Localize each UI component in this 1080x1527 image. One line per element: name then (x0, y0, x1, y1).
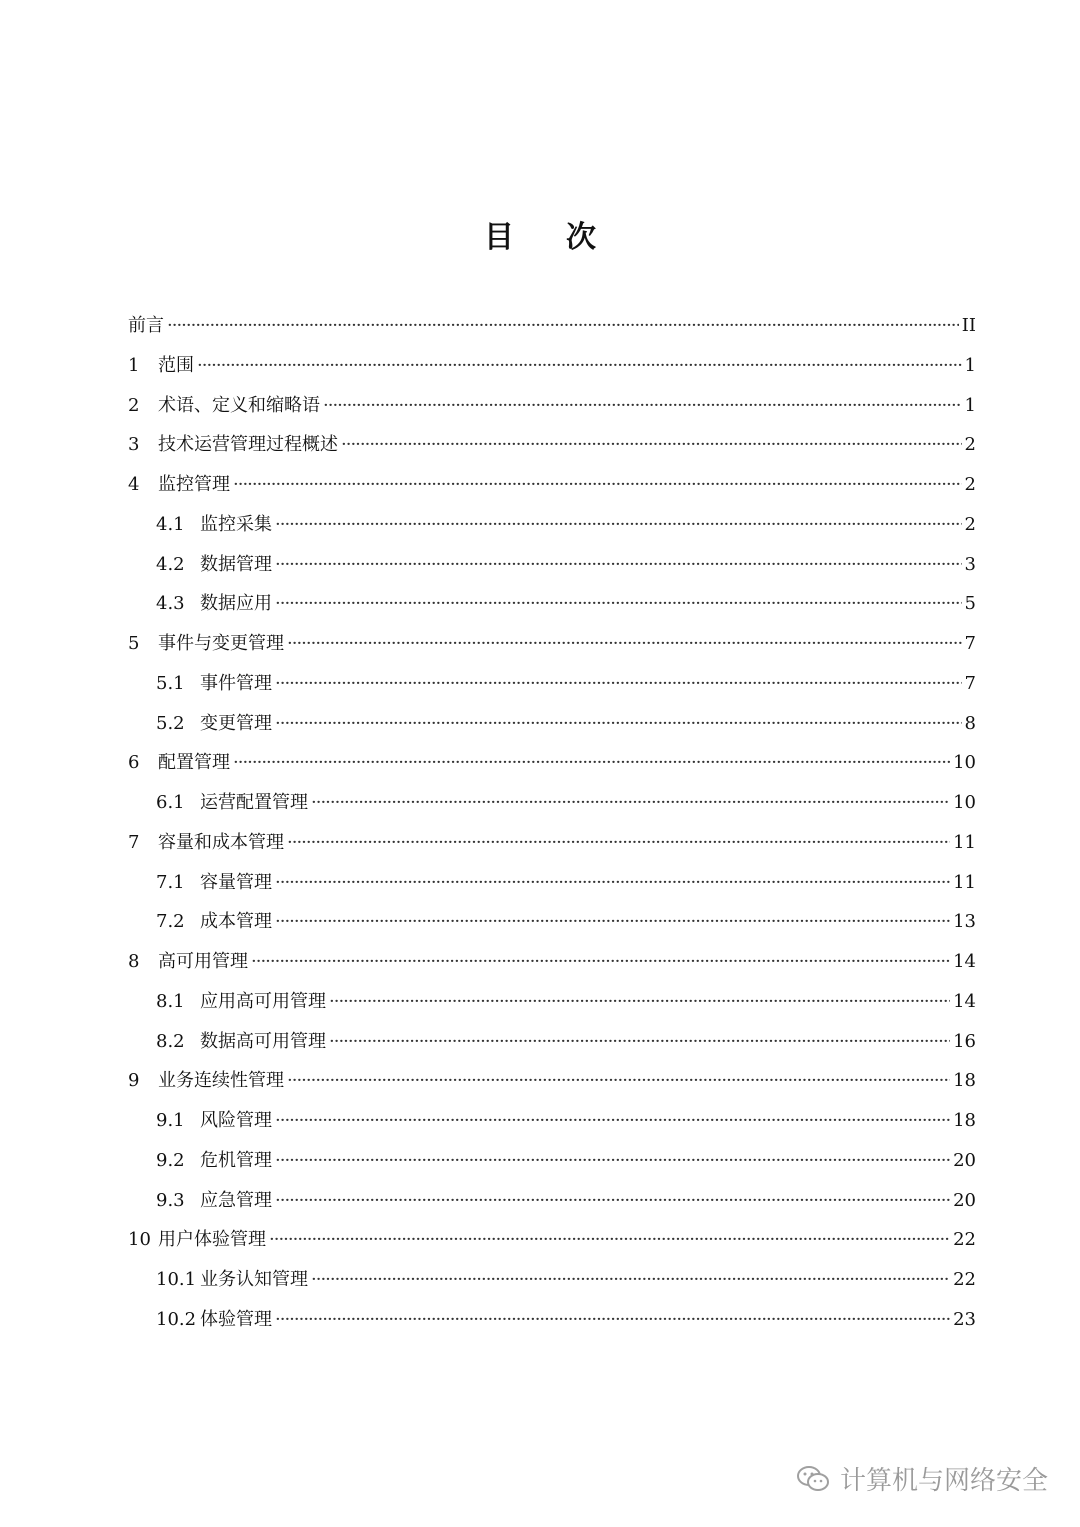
toc-entry-page: 5 (964, 593, 976, 615)
toc-entry-label: 技术运营管理过程概述 (158, 434, 338, 456)
dot-leader (167, 306, 959, 346)
dot-leader (275, 1101, 950, 1141)
toc-entry[interactable] (128, 1022, 976, 1062)
toc-entry-number: 9.2 (156, 1149, 185, 1171)
toc-entry-number: 10.1 (156, 1269, 197, 1290)
toc-entry-label: 高可用管理 (158, 951, 248, 972)
toc-entry[interactable] (128, 1061, 976, 1101)
toc-entry-number: 1 (128, 354, 140, 376)
toc-entry-page: 2 (964, 434, 976, 456)
toc-entry-number: 9 (128, 1070, 140, 1092)
toc-entry-page: 22 (953, 1229, 976, 1251)
toc-entry-number: 7.1 (156, 871, 185, 893)
dot-leader (197, 346, 962, 386)
dot-leader (275, 1181, 950, 1221)
toc-entry-page: 18 (953, 1110, 976, 1131)
toc-entry-page: 11 (953, 831, 976, 853)
toc-entry[interactable] (128, 1181, 976, 1221)
toc-entry-label: 数据高可用管理 (200, 1030, 326, 1052)
dot-leader (311, 783, 950, 823)
toc-entry-page: 23 (953, 1308, 976, 1330)
toc-entry-label: 用户体验管理 (158, 1229, 266, 1251)
toc-entry-page: 14 (953, 990, 976, 1012)
toc-entry-page: 10 (953, 792, 976, 813)
toc-entry-label: 体验管理 (200, 1308, 272, 1330)
toc-entry-number: 10.2 (156, 1308, 197, 1330)
toc-entry-label: 变更管理 (200, 712, 272, 734)
page-title: 目次 (484, 220, 648, 255)
toc-entry-page: 1 (964, 394, 976, 416)
dot-leader (233, 465, 962, 505)
toc-entry-page: 14 (953, 951, 976, 972)
toc-entry-label: 前言 (128, 315, 164, 336)
toc-entry-page: 7 (964, 633, 976, 654)
toc-entry[interactable] (128, 624, 976, 664)
wechat-icon (796, 1464, 830, 1494)
toc-entry-page: 11 (953, 871, 976, 893)
toc-entry[interactable] (128, 664, 976, 704)
dot-leader (311, 1260, 950, 1300)
toc-entry-label: 数据应用 (200, 593, 272, 615)
toc-entry[interactable] (128, 1300, 976, 1340)
toc-entry-page: 2 (964, 513, 976, 535)
toc-entry-number: 8.2 (156, 1030, 185, 1052)
toc-entry[interactable] (128, 386, 976, 426)
dot-leader (287, 1061, 950, 1101)
toc-entry-page: 20 (953, 1149, 976, 1171)
toc-entry-number: 6 (128, 752, 140, 774)
toc-entry-number: 9.3 (156, 1189, 185, 1211)
toc-entry[interactable] (128, 942, 976, 982)
toc-entry-label: 容量管理 (200, 871, 272, 893)
toc-entry-page: 1 (964, 354, 976, 376)
toc-entry[interactable] (128, 863, 976, 903)
toc-entry[interactable] (128, 783, 976, 823)
toc-entry-page: II (961, 315, 976, 336)
toc-entry[interactable] (128, 505, 976, 545)
dot-leader (251, 942, 950, 982)
dot-leader (323, 386, 962, 426)
toc-entry[interactable] (128, 306, 976, 346)
toc-entry-label: 业务认知管理 (200, 1269, 308, 1290)
toc-entry-number: 10 (128, 1229, 151, 1251)
toc-entry-number: 5.2 (156, 712, 185, 734)
toc-entry[interactable] (128, 704, 976, 744)
toc-entry-label: 运营配置管理 (200, 792, 308, 813)
toc-entry[interactable] (128, 584, 976, 624)
toc-entry[interactable] (128, 1141, 976, 1181)
table-of-contents (128, 306, 976, 1340)
toc-entry-label: 风险管理 (200, 1110, 272, 1131)
dot-leader (269, 1220, 950, 1260)
dot-leader (329, 1022, 950, 1062)
toc-entry-number: 7.2 (156, 911, 185, 933)
toc-entry-label: 范围 (158, 354, 194, 376)
toc-entry-number: 9.1 (156, 1110, 185, 1131)
dot-leader (275, 1141, 950, 1181)
toc-entry-number: 4.2 (156, 553, 185, 575)
dot-leader (329, 982, 950, 1022)
toc-entry-number: 2 (128, 394, 140, 416)
toc-entry-label: 事件与变更管理 (158, 633, 284, 654)
toc-entry[interactable] (128, 346, 976, 386)
toc-entry-number: 8.1 (156, 990, 185, 1012)
toc-entry[interactable] (128, 902, 976, 942)
toc-entry[interactable] (128, 982, 976, 1022)
dot-leader (287, 624, 962, 664)
toc-entry-number: 5.1 (156, 672, 185, 694)
toc-entry-number: 6.1 (156, 792, 185, 813)
dot-leader (287, 823, 950, 863)
dot-leader (275, 704, 962, 744)
toc-entry[interactable] (128, 465, 976, 505)
dot-leader (275, 545, 962, 585)
toc-entry-page: 10 (953, 752, 976, 774)
toc-entry-page: 20 (953, 1189, 976, 1211)
toc-entry-label: 术语、定义和缩略语 (158, 394, 320, 416)
toc-entry[interactable] (128, 1260, 976, 1300)
toc-entry-number: 7 (128, 831, 140, 853)
toc-entry-label: 事件管理 (200, 672, 272, 694)
toc-entry-label: 容量和成本管理 (158, 831, 284, 853)
toc-entry-label: 数据管理 (200, 553, 272, 575)
toc-entry-number: 3 (128, 434, 140, 456)
toc-entry-number: 4.3 (156, 593, 185, 615)
toc-entry-label: 应用高可用管理 (200, 990, 326, 1012)
toc-entry[interactable] (128, 823, 976, 863)
toc-entry[interactable] (128, 1101, 976, 1141)
toc-entry-number: 4 (128, 474, 140, 495)
toc-entry-label: 监控采集 (200, 513, 272, 535)
toc-entry-label: 应急管理 (200, 1189, 272, 1211)
dot-leader (275, 505, 962, 545)
toc-entry-page: 13 (953, 911, 976, 933)
watermark-text: 计算机与网络安全 (839, 1466, 1048, 1496)
dot-leader (275, 664, 962, 704)
toc-entry-page: 18 (953, 1070, 976, 1092)
toc-entry[interactable] (128, 425, 976, 465)
toc-entry-page: 2 (964, 474, 976, 495)
toc-entry-page: 22 (953, 1269, 976, 1290)
dot-leader (341, 425, 962, 465)
toc-entry-label: 危机管理 (200, 1149, 272, 1171)
dot-leader (275, 863, 950, 903)
toc-entry[interactable] (128, 545, 976, 585)
toc-entry-label: 成本管理 (200, 911, 272, 933)
toc-entry[interactable] (128, 743, 976, 783)
toc-entry-label: 业务连续性管理 (158, 1070, 284, 1092)
watermark (796, 1460, 1048, 1497)
toc-entry-label: 配置管理 (158, 752, 230, 774)
dot-leader (275, 584, 962, 624)
toc-entry-page: 7 (964, 672, 976, 694)
toc-entry-label: 监控管理 (158, 474, 230, 495)
toc-entry-number: 4.1 (156, 513, 185, 535)
dot-leader (275, 1300, 950, 1340)
toc-entry[interactable] (128, 1220, 976, 1260)
toc-entry-number: 8 (128, 951, 140, 972)
toc-entry-page: 8 (964, 712, 976, 734)
dot-leader (233, 743, 950, 783)
toc-entry-number: 5 (128, 633, 140, 654)
dot-leader (275, 902, 950, 942)
toc-entry-page: 16 (953, 1030, 976, 1052)
toc-entry-page: 3 (964, 553, 976, 575)
